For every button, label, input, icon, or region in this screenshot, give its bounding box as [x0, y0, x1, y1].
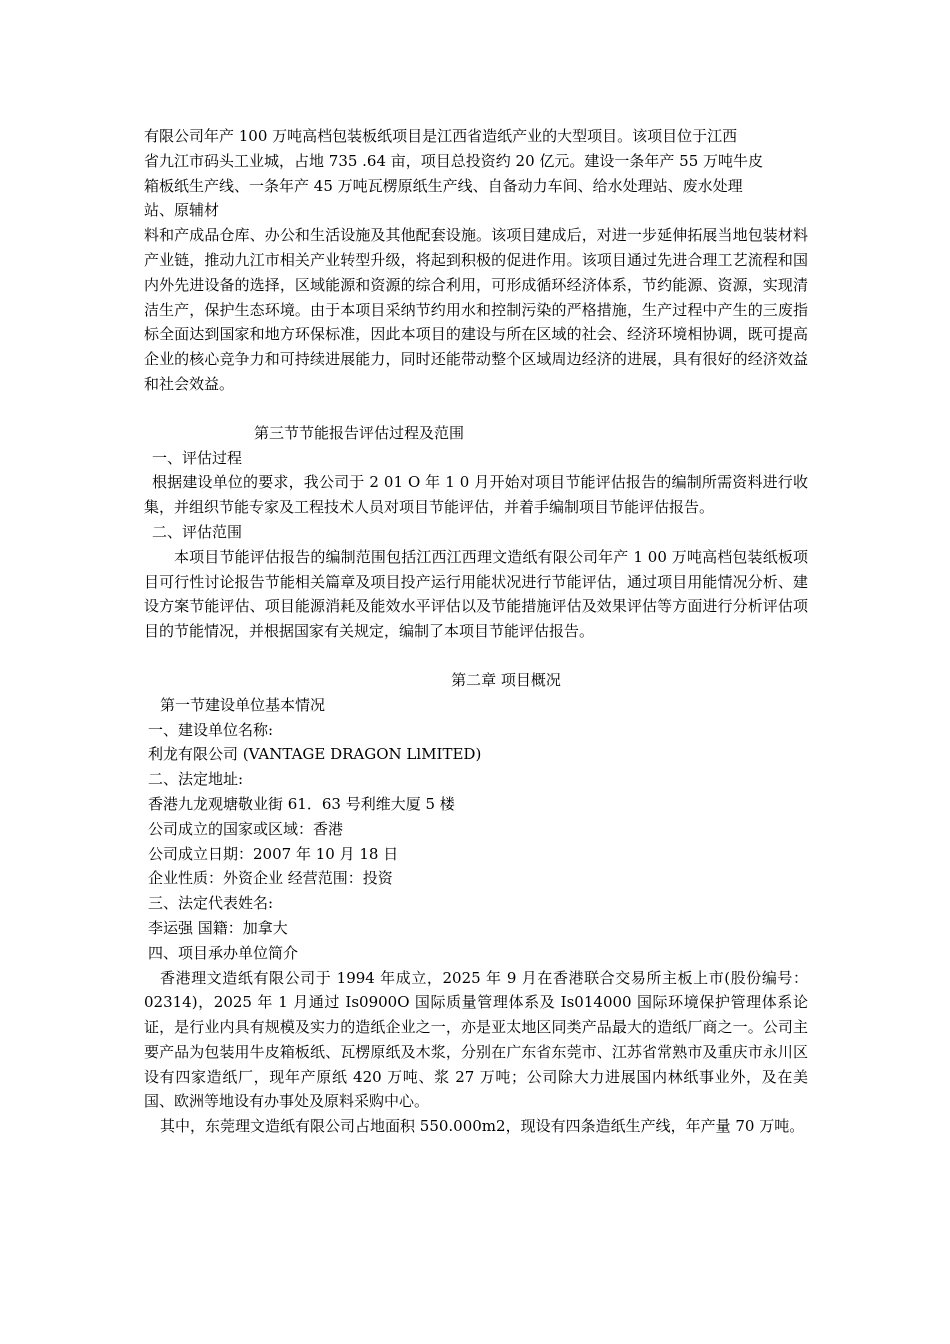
info-line: 香港九龙观塘敬业街 61．63 号利维大厦 5 楼 [148, 794, 455, 813]
text-line: 省九江市码头工业城，占地 735 .64 亩，项目总投资约 20 亿元。建设一条年产 55 万吨牛皮 [144, 151, 764, 170]
text-line: 站、原辅材 [144, 201, 220, 220]
info-line: 二、法定地址: [148, 770, 244, 789]
info-line: 企业性质：外资企业 经营范围：投资 [148, 869, 393, 888]
info-line: 一、建设单位名称: [148, 720, 274, 739]
body-paragraph: 香港理文造纸有限公司于 1994 年成立，2025 年 9 月在香港联合交易所主板上市(股份编号：02314)，2025 年 1 月通过 Is0900O 国际质量管理体系及 Is014000 国际环境保护管理体系论证，是行业内具有规模及实力的造纸企业之一，亦是亚太地区同类产品最大的造纸厂商之一。公司主要产品为包装用牛皮箱板纸、瓦楞原纸及木浆，分别在广东省东莞市、江苏省常熟市及重庆市永川区设有四家造纸厂，现年产原纸 420 万吨、浆 27 万吨；公司除大力进展国内林纸事业外，及在美国、欧洲等地设有办事处及原料采购中心。 [144, 968, 808, 1111]
intro-paragraph-1 [144, 124, 808, 223]
text-line: 箱板纸生产线、一条年产 45 万吨瓦楞原纸生产线、自备动力车间、给水处理站、废水处理 [144, 176, 743, 195]
body-paragraph: 其中，东莞理文造纸有限公司占地面积 550.000m2，现设有四条造纸生产线，年产量 70 万吨。 [160, 1117, 805, 1136]
info-line: 公司成立的国家或区域：香港 [148, 819, 344, 838]
info-line: 李运强 国籍：加拿大 [148, 918, 288, 937]
document-page [144, 124, 808, 1139]
intro-paragraph-2: 料和产成品仓库、办公和生活设施及其他配套设施。该项目建成后，对进一步延伸拓展当地包装材料产业链，推动九江市相关产业转型升级，将起到积极的促进作用。该项目通过先进合理工艺流程和国内外先进设备的选择，区域能源和资源的综合利用，可形成循环经济体系，节约能源、资源，实现清洁生产，保护生态环境。由于本项目采纳节约用水和控制污染的严格措施，生产过程中产生的三废指标全面达到国家和地方环保标准，因此本项目的建设与所在区域的社会、经济环境相协调，既可提高企业的核心竞争力和可持续进展能力，同时还能带动整个区域周边经济的进展，具有很好的经济效益和社会效益。 [144, 226, 808, 393]
body-paragraph: 根据建设单位的要求，我公司于 2 01 O 年 1 0 月开始对项目节能评估报告的编制所需资料进行收集，并组织节能专家及工程技术人员对项目节能评估，并着手编制项目节能评估报告。 [144, 473, 808, 517]
chapter-title: 第二章 项目概况 [451, 670, 561, 689]
text-line: 有限公司年产 100 万吨高档包装板纸项目是江西省造纸产业的大型项目。该项目位于江西 [144, 127, 738, 145]
info-line: 利龙有限公司 (VANTAGE DRAGON LlMITED) [148, 745, 482, 764]
body-paragraph: 本项目节能评估报告的编制范围包括江西江西理文造纸有限公司年产 1 00 万吨高档包装纸板项目可行性讨论报告节能相关篇章及项目投产运行用能状况进行节能评估，通过项目用能情况分析、建设方案节能评估、项目能源消耗及能效水平评估以及节能措施评估及效果评估等方面进行分析评估项目的节能情况，并根据国家有关规定，编制了本项目节能评估报告。 [144, 547, 808, 641]
info-line: 三、法定代表姓名: [148, 894, 274, 913]
info-line: 四、项目承办单位简介 [148, 943, 299, 962]
info-line: 公司成立日期：2007 年 10 月 18 日 [148, 844, 399, 863]
section-heading: 一、评估过程 [152, 448, 243, 467]
section-heading: 二、评估范围 [152, 522, 243, 541]
subsection-title: 第一节建设单位基本情况 [160, 695, 326, 714]
section-title: 第三节节能报告评估过程及范围 [254, 423, 465, 442]
